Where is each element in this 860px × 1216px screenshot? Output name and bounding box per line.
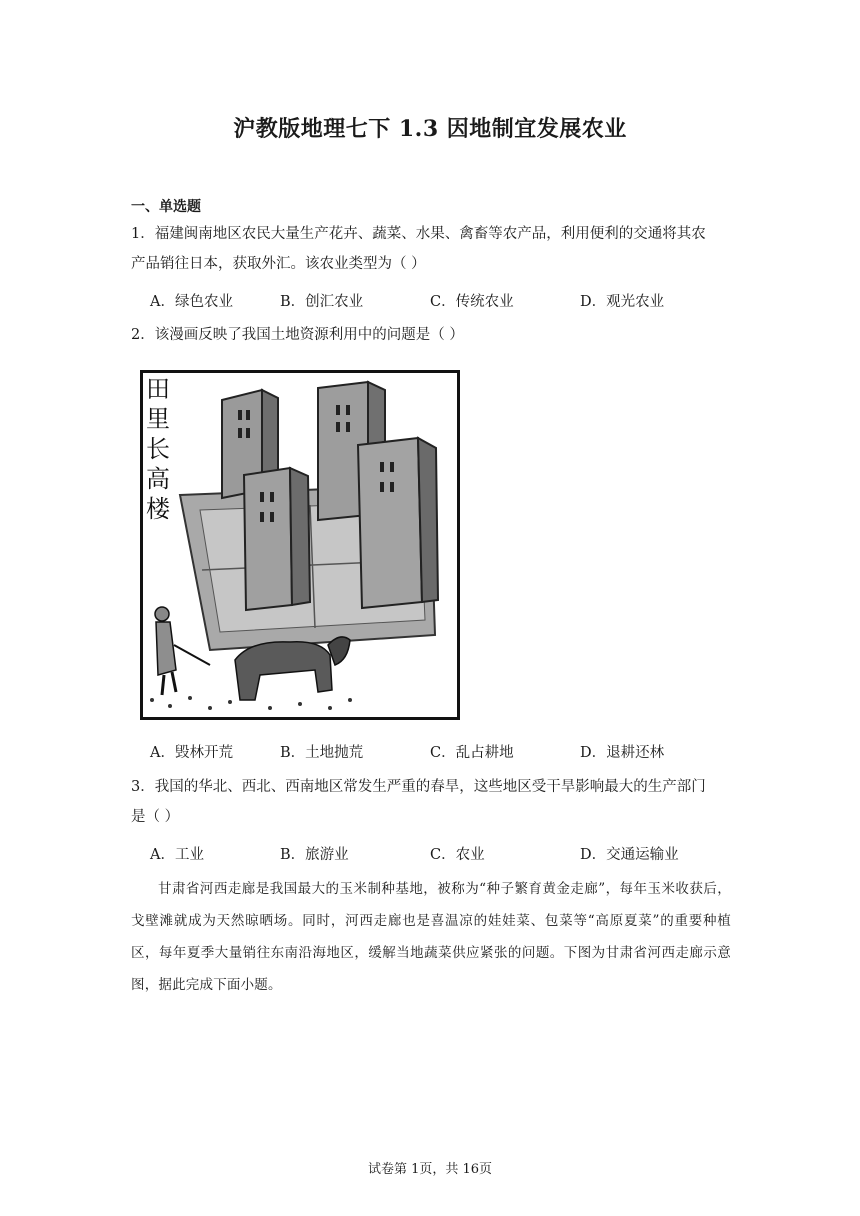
caption-char: 田: [146, 375, 170, 403]
option-a: A．毁林开荒: [150, 745, 233, 761]
question-3-line-1: 3．我国的华北、西北、西南地区常发生严重的春旱，这些地区受干旱影响最大的生产部门: [131, 779, 706, 795]
section-heading: 一、单选题: [131, 199, 201, 215]
question-2-text: 2．该漫画反映了我国土地资源利用中的问题是（ ）: [131, 327, 464, 343]
question-3-options: [150, 843, 750, 867]
question-1-options: [150, 290, 750, 314]
caption-char: 里: [146, 405, 170, 433]
option-d: D．交通运输业: [580, 847, 679, 863]
option-b: B．土地抛荒: [280, 745, 364, 761]
option-c: C．农业: [430, 847, 485, 863]
question-3-line-2: 是（ ）: [131, 809, 180, 825]
option-b: B．创汇农业: [280, 294, 364, 310]
question-1: [131, 219, 731, 279]
question-1-line-2: 产品销往日本，获取外汇。该农业类型为（ ）: [131, 256, 426, 272]
page-footer: 试卷第 1页，共 16页: [367, 1162, 493, 1177]
question-2-options: [150, 741, 750, 765]
option-c: C．传统农业: [430, 294, 514, 310]
question-1-line-1: 1．福建闽南地区农民大量生产花卉、蔬菜、水果、禽畜等农产品，利用便利的交通将其农: [131, 226, 706, 242]
option-b: B．旅游业: [280, 847, 349, 863]
caption-char: 楼: [146, 495, 170, 523]
document-title: 沪教版地理七下 1.3 因地制宜发展农业: [233, 116, 627, 142]
caption-char: 高: [146, 465, 170, 493]
cartoon-image: [140, 370, 460, 720]
option-a: A．绿色农业: [150, 294, 233, 310]
option-d: D．退耕还林: [580, 745, 665, 761]
question-2: [131, 320, 731, 350]
question-3: [131, 772, 731, 832]
option-c: C．乱占耕地: [430, 745, 514, 761]
option-d: D．观光农业: [580, 294, 665, 310]
reading-passage: 甘肃省河西走廊是我国最大的玉米制种基地，被称为“种子繁育黄金走廊”，每年玉米收获后，戈壁滩就成为天然晾晒场。同时，河西走廊也是喜温凉的娃娃菜、包菜等“高原夏菜”的重要种植区，每年夏季大量销往东南沿海地区，缓解当地蔬菜供应紧张的问题。下图为甘肃省河西走廊示意图，据此完成下面小题。: [131, 881, 731, 993]
cartoon-caption: [146, 374, 172, 524]
option-a: A．工业: [150, 847, 204, 863]
caption-char: 长: [146, 435, 170, 463]
